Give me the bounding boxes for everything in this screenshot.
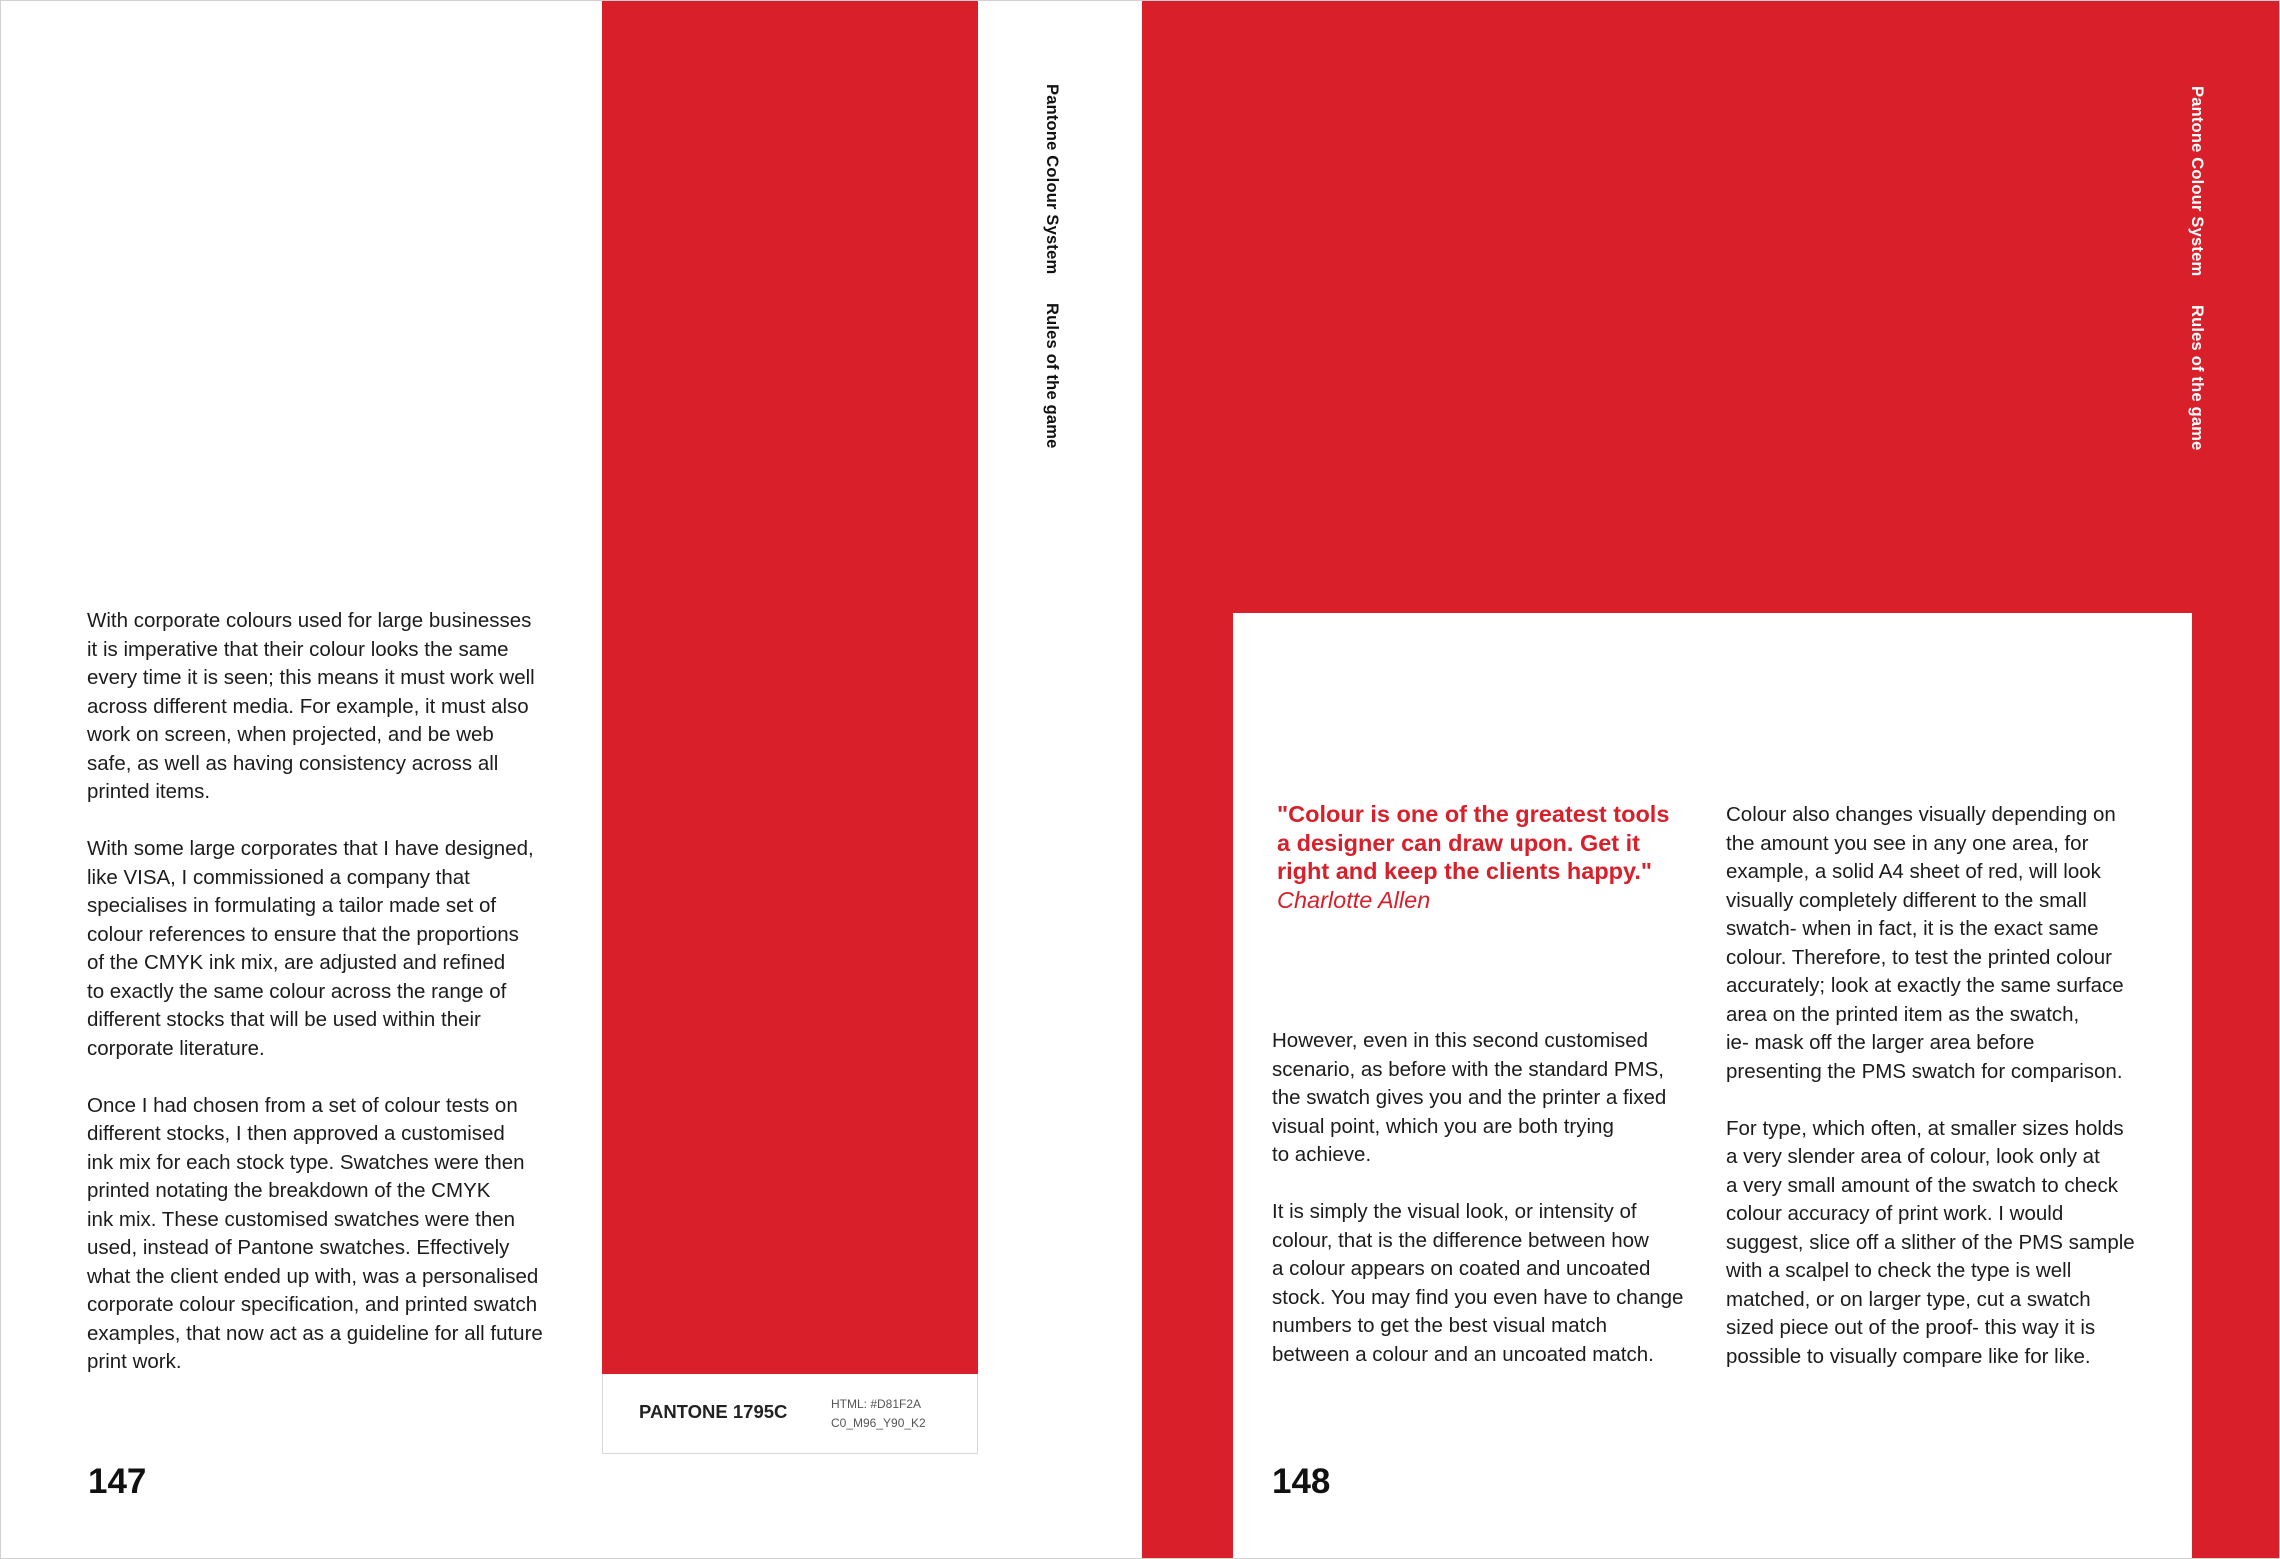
pantone-html-code: HTML: #D81F2A [831,1397,922,1411]
swatch-label [602,1374,978,1454]
right-column-2 [1726,801,2166,1371]
right-column-1 [1272,1027,1702,1369]
pantone-name: PANTONE 1795C [639,1401,788,1422]
quote-text: "Colour is one of the greatest tools a designer can draw upon. Get it right and keep the clients happy." [1277,801,1670,884]
running-header-chapter: Rules of the game [2188,305,2206,451]
running-header-chapter: Rules of the game [1043,303,1061,449]
left-paragraph-3: Once I had chosen from a set of colour tests on different stocks, I then approved a customised ink mix for each stock type. Swatches were then printed notating the breakdown of the CMYK ink mix. These customised swatches were then used, instead of Pantone swatches. Effectively what the client ended up with, was a personalised corporate colour specification, and printed swatch examples, that now act as a guideline for all future print work. [87,1093,543,1373]
running-header-left [1042,84,1061,449]
pantone-swatch [602,0,978,1374]
pantone-codes [831,1395,926,1433]
quote-author: Charlotte Allen [1277,886,1431,913]
page-number-right: 148 [1272,1462,1331,1501]
left-paragraph-1: With corporate colours used for large businesses it is imperative that their colour looks the same every time it is seen; this means it must work well across different media. For example, it must also work on screen, when projected, and be web safe, as well as having consistency across all printed items. [87,609,535,803]
running-header-section: Pantone Colour System [1043,84,1061,275]
running-header-right [2187,86,2206,451]
col1-paragraph-1: However, even in this second customised scenario, as before with the standard PMS, the swatch gives you and the printer a fixed visual point, which you are both trying to achieve. [1272,1029,1667,1166]
col2-paragraph-2: For type, which often, at smaller sizes holds a very slender area of colour, look only at a very small amount of the swatch to check colour accuracy of print work. I would suggest, slice off a slither of the PMS sample with a scalpel to check the type is well matched, or on larger type, cut a swatch sized piece out of the proof- this way it is possible to visually compare like for like. [1726,1116,2135,1368]
left-paragraph-2: With some large corporates that I have designed, like VISA, I commissioned a company that specialises in formulating a tailor made set of colour references to ensure that the proportions of the CMYK ink mix, are adjusted and refined to exactly the same colour across the range of different stocks that will be used within their corporate literature. [87,837,534,1060]
page-number-left: 147 [88,1462,147,1501]
left-body-text [87,607,587,1377]
pantone-cmyk-code: C0_M96_Y90_K2 [831,1416,926,1430]
col1-paragraph-2: It is simply the visual look, or intensity of colour, that is the difference between how a colour appears on coated and uncoated stock. You may find you even have to change numbers to get the best visual match between a colour and an uncoated match. [1272,1200,1684,1366]
running-header-section: Pantone Colour System [2188,86,2206,277]
col2-paragraph-1: Colour also changes visually depending on the amount you see in any one area, for example, a solid A4 sheet of red, will look visually completely different to the small swatch- when in fact, it is the exact same colour. Therefore, to test the printed colour accurately; look at exactly the same surface area on the printed item as the swatch, ie- mask off the larger area before presenting the PMS swatch for comparison. [1726,803,2124,1083]
pull-quote [1277,800,1697,914]
